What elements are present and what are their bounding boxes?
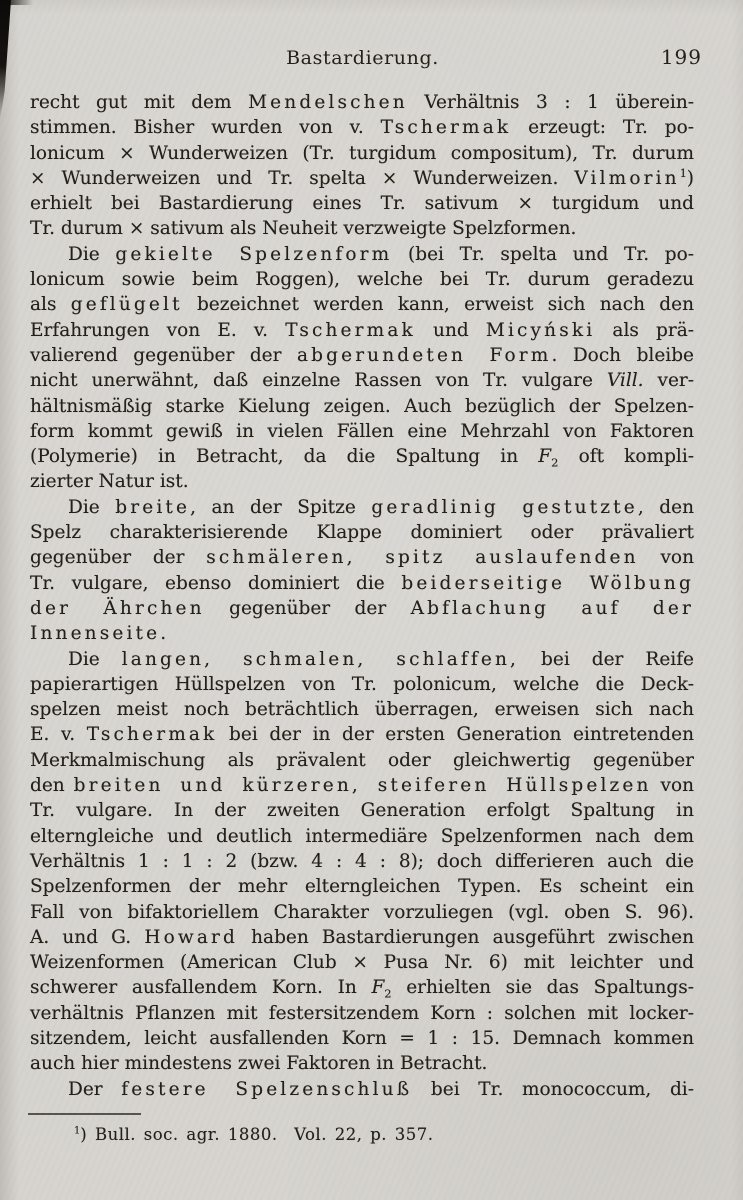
text-line (30, 1051, 694, 1076)
text-segment: abgerundeten Form (296, 344, 552, 366)
text-segment: den (30, 775, 74, 797)
text-line (30, 900, 694, 925)
text-segment: × Wunderweizen und Tr. spelta × Wunderweizen. (30, 167, 575, 189)
text-segment: Tr. durum × sativum als Neuheit verzweigte Spelzformen. (30, 218, 577, 240)
text-segment: Spelz charakterisierende Klappe dominiert oder prävaliert (30, 522, 694, 544)
text-segment: verhältnis Pflanzen mit festersitzendem Korn : solchen mit locker- (30, 1002, 694, 1024)
text-segment: (Polymerie) in Betracht, da die Spaltung in (30, 446, 539, 468)
text-segment: bei Tr. monococcum, di- (412, 1078, 694, 1100)
text-segment: lonicum × Wunderweizen (Tr. turgidum compositum), Tr. durum (30, 142, 694, 164)
text-segment: Verhältnis 1 : 1 : 2 (bzw. 4 : 4 : 8); doch differieren auch die (30, 850, 694, 872)
text-segment: stimmen. Bisher wurden von v. (30, 117, 381, 139)
text-line (30, 166, 694, 191)
footnote-text (30, 1123, 738, 1147)
text-line (30, 874, 694, 899)
text-segment: gegenüber der (30, 547, 207, 569)
text-segment: schmäleren, spitz auslaufenden (206, 547, 639, 569)
text-line (30, 824, 694, 849)
text-segment: Vilmorin (574, 167, 680, 189)
text-segment: ver- (643, 370, 694, 392)
text-segment: bei der Reife (519, 648, 695, 670)
text-segment: schwerer ausfallendem Korn. In (30, 977, 372, 999)
text-segment: , den (637, 496, 695, 518)
text-segment: gegenüber der (204, 597, 411, 619)
text-line (30, 773, 694, 798)
text-segment: haben Bastardierungen ausgeführt zwischen (238, 926, 695, 948)
text-segment: Mendelschen (248, 92, 408, 113)
text-segment: erhielten sie das Spaltungs- (391, 977, 694, 999)
footnote-marker: 1 (74, 1125, 81, 1137)
text-segment: F (538, 446, 552, 468)
text-segment: spelzen meist noch beträchtlich überragen, erweisen sich nach (30, 699, 694, 721)
text-segment: A. und G. (30, 926, 145, 948)
text-line (30, 469, 694, 494)
text-line (30, 672, 694, 697)
text-line (30, 798, 694, 823)
text-segment: Erfahrungen von E. v. (30, 319, 286, 341)
page-body (30, 90, 694, 1102)
text-segment: beiderseitige Wölbung (401, 572, 694, 594)
text-segment: Micyński (485, 319, 596, 341)
text-segment: ) (686, 167, 694, 189)
text-segment: 2 (551, 455, 559, 470)
text-segment: langen, schmalen, schlaffen, (121, 648, 520, 670)
text-segment: Tschermak (285, 319, 416, 341)
text-segment: elterngleiche und deutlich intermediäre Spelzenformen nach dem (30, 825, 694, 847)
text-segment: von (651, 775, 695, 797)
text-line (30, 216, 694, 241)
text-line (30, 950, 694, 975)
text-segment: geradlinig gestutzte (371, 496, 638, 518)
text-segment: bezeichnet werden kann, erweist sich nach den (182, 294, 694, 316)
text-line (30, 849, 694, 874)
text-segment: Tschermak (380, 117, 512, 139)
text-segment: Innenseite. (30, 623, 170, 645)
text-line (30, 343, 694, 368)
scan-corner-artifact (0, 0, 11, 120)
text-segment: hältnismäßig starke Kielung zeigen. Auch bezüglich der Spelzen- (30, 395, 694, 417)
text-segment: E. v. (30, 724, 87, 746)
text-segment: Verhältnis 3 : 1 überein- (407, 92, 694, 113)
text-segment: breite (115, 496, 191, 518)
text-line (30, 1077, 694, 1102)
text-line (30, 697, 694, 722)
text-segment: breiten und kürzeren, steiferen Hüllspelzen (73, 775, 652, 797)
text-segment: Weizenformen (American Club × Pusa Nr. 6) mit leichter und (30, 952, 694, 974)
text-segment: Howard (144, 926, 239, 948)
text-segment: nicht unerwähnt, daß einzelne Rassen von Tr. vulgare (30, 370, 607, 392)
text-segment: als (30, 294, 71, 316)
text-segment: oft kompli- (558, 446, 694, 468)
text-segment: der Ährchen (30, 597, 205, 619)
text-line (30, 1026, 694, 1051)
text-line (30, 318, 694, 343)
text-line (30, 545, 694, 570)
text-line (30, 596, 694, 621)
text-segment: Abflachung auf der (410, 597, 694, 619)
text-segment: valierend gegenüber der (30, 344, 297, 366)
running-head-title: Bastardierung. (286, 47, 439, 69)
text-line (30, 292, 694, 317)
text-segment: F (371, 977, 385, 999)
text-segment: gekielte Spelzenform (115, 243, 393, 265)
text-segment: Spelzenformen der mehr elterngleichen Typen. Es scheint ein (30, 876, 694, 898)
text-line (30, 722, 694, 747)
text-line (30, 368, 694, 393)
text-segment: zierter Natur ist. (30, 471, 189, 493)
text-segment: festere Spelzenschluß (121, 1078, 413, 1100)
text-line (30, 191, 694, 216)
text-segment: auch hier mindestens zwei Faktoren in Betracht. (30, 1053, 488, 1075)
text-segment: sitzendem, leicht ausfallenden Korn = 1 : 15. Demnach kommen (30, 1027, 694, 1049)
text-line (30, 748, 694, 773)
text-line (30, 975, 694, 1000)
text-segment: . Doch bleibe (551, 344, 694, 366)
text-segment: als prä- (595, 319, 695, 341)
text-segment: Die (68, 243, 116, 265)
text-line (30, 267, 694, 292)
text-segment: form kommt gewiß in vielen Fällen eine Mehrzahl von Faktoren (30, 420, 694, 442)
text-segment: Der (68, 1078, 122, 1100)
text-line (30, 141, 694, 166)
page-number: 199 (660, 45, 702, 69)
text-segment: Tschermak (86, 724, 218, 746)
text-segment: Fall von bifaktoriellem Charakter vorzuliegen (vgl. oben S. 96). (30, 901, 694, 923)
text-line (30, 242, 694, 267)
text-line (30, 495, 694, 520)
text-segment: ) Bull. soc. agr. 1880. Vol. 22, p. 357. (80, 1125, 434, 1144)
text-line (30, 647, 694, 672)
text-segment: , an der Spitze (190, 496, 372, 518)
text-segment: recht gut mit dem (30, 92, 249, 113)
text-segment: erzeugt: Tr. po- (511, 117, 694, 139)
text-line (30, 115, 694, 140)
footnote-rule (28, 1113, 141, 1115)
text-segment: Die (68, 648, 122, 670)
text-segment: 2 (384, 987, 392, 1002)
text-segment: Die (68, 496, 116, 518)
text-line (30, 520, 694, 545)
text-line (30, 419, 694, 444)
text-line (30, 90, 694, 115)
text-segment: Tr. vulgare. In der zweiten Generation erfolgt Spaltung in (30, 800, 694, 822)
text-segment: papierartigen Hüllspelzen von Tr. polonicum, welche die Deck- (30, 673, 694, 695)
text-line (30, 444, 694, 469)
text-line (30, 1001, 694, 1026)
text-segment: lonicum sowie beim Roggen), welche bei Tr. durum geradezu (30, 269, 694, 291)
text-segment: von (638, 547, 694, 569)
text-segment: geflügelt (70, 294, 183, 316)
text-line (30, 925, 694, 950)
text-segment: und (415, 319, 486, 341)
text-line (30, 571, 694, 596)
text-line (30, 621, 694, 646)
text-segment: Vill. (606, 370, 644, 392)
text-segment: bei der in der ersten Generation eintretenden (217, 724, 694, 746)
text-line (30, 394, 694, 419)
footnote-marker: 1 (679, 166, 687, 180)
text-segment: (bei Tr. spelta und Tr. po- (392, 243, 695, 265)
text-segment: erhielt bei Bastardierung eines Tr. sativum × turgidum und (30, 193, 694, 215)
text-segment: Tr. vulgare, ebenso dominiert die (30, 572, 402, 594)
scan-edge-artifact (0, 0, 36, 5)
text-segment: Merkmalmischung als prävalent oder gleichwertig gegenüber (30, 749, 694, 771)
